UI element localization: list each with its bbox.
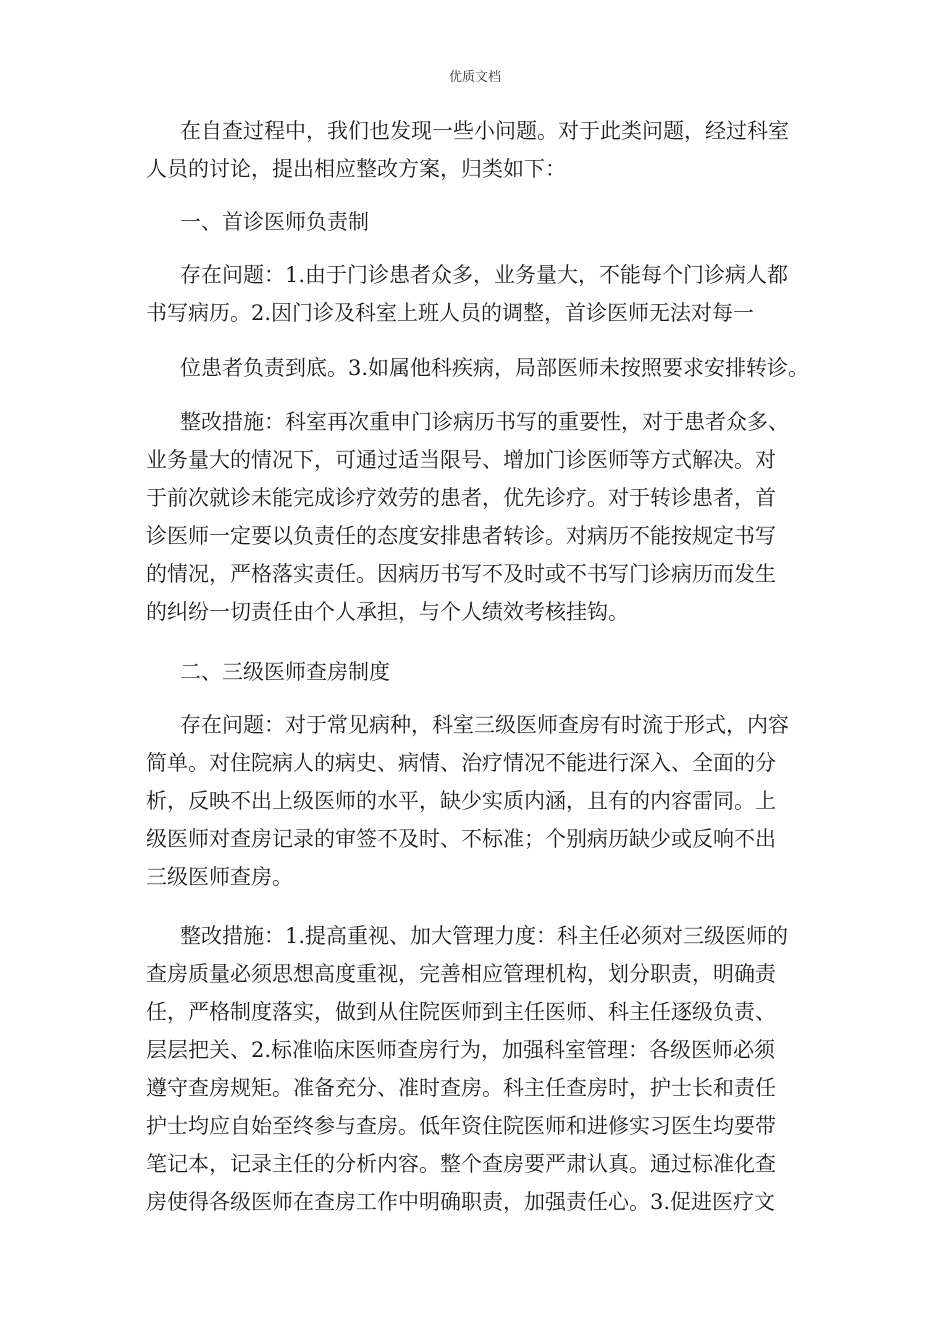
body-line: 书写病历。2.因门诊及科室上班人员的调整，首诊医师无法对每一 (146, 301, 755, 325)
body-line: 位患者负责到底。3.如属他科疾病，局部医师未按照要求安排转诊。 (180, 356, 810, 380)
body-line: 的纠纷一切责任由个人承担，与个人绩效考核挂钩。 (146, 600, 629, 624)
body-line: 房使得各级医师在查房工作中明确职责，加强责任心。3.促进医疗文 (146, 1190, 776, 1214)
body-line: 诊医师一定要以负责任的态度安排患者转诊。对病历不能按规定书写 (146, 524, 776, 548)
body-line: 人员的讨论，提出相应整改方案，归类如下： (146, 157, 566, 181)
body-line: 存在问题：1.由于门诊患者众多，业务量大，不能每个门诊病人都 (180, 263, 789, 287)
body-line: 笔记本，记录主任的分析内容。整个查房要严肃认真。通过标准化查 (146, 1152, 776, 1176)
body-line: 业务量大的情况下，可通过适当限号、增加门诊医师等方式解决。对 (146, 448, 776, 472)
body-line: 三级医师查房。 (146, 865, 293, 889)
body-line: 存在问题：对于常见病种，科室三级医师查房有时流于形式，内容 (180, 713, 789, 737)
section-heading: 二、三级医师查房制度 (180, 660, 390, 684)
body-line: 简单。对住院病人的病史、病情、治疗情况不能进行深入、全面的分 (146, 751, 776, 775)
body-line: 析，反映不出上级医师的水平，缺少实质内涵，且有的内容雷同。上 (146, 789, 776, 813)
body-line: 整改措施：科室再次重申门诊病历书写的重要性，对于患者众多、 (180, 410, 789, 434)
body-line: 级医师对查房记录的审签不及时、不标准；个别病历缺少或反响不出 (146, 827, 776, 851)
body-line: 于前次就诊未能完成诊疗效劳的患者，优先诊疗。对于转诊患者，首 (146, 486, 776, 510)
body-line: 任，严格制度落实，做到从住院医师到主任医师、科主任逐级负责、 (146, 1000, 776, 1024)
body-line: 层层把关、2.标准临床医师查房行为，加强科室管理：各级医师必须 (146, 1038, 776, 1062)
body-line: 的情况，严格落实责任。因病历书写不及时或不书写门诊病历而发生 (146, 562, 776, 586)
body-line: 查房质量必须思想高度重视，完善相应管理机构，划分职责，明确责 (146, 962, 776, 986)
body-line: 护士均应自始至终参与查房。低年资住院医师和进修实习医生均要带 (146, 1114, 776, 1138)
body-line: 遵守查房规矩。准备充分、准时查房。科主任查房时，护士长和责任 (146, 1076, 776, 1100)
page-header: 优质文档 (448, 70, 501, 85)
section-heading: 一、首诊医师负责制 (180, 210, 369, 234)
body-line: 整改措施：1.提高重视、加大管理力度：科主任必须对三级医师的 (180, 924, 789, 948)
body-line: 在自查过程中，我们也发现一些小问题。对于此类问题，经过科室 (180, 119, 789, 143)
